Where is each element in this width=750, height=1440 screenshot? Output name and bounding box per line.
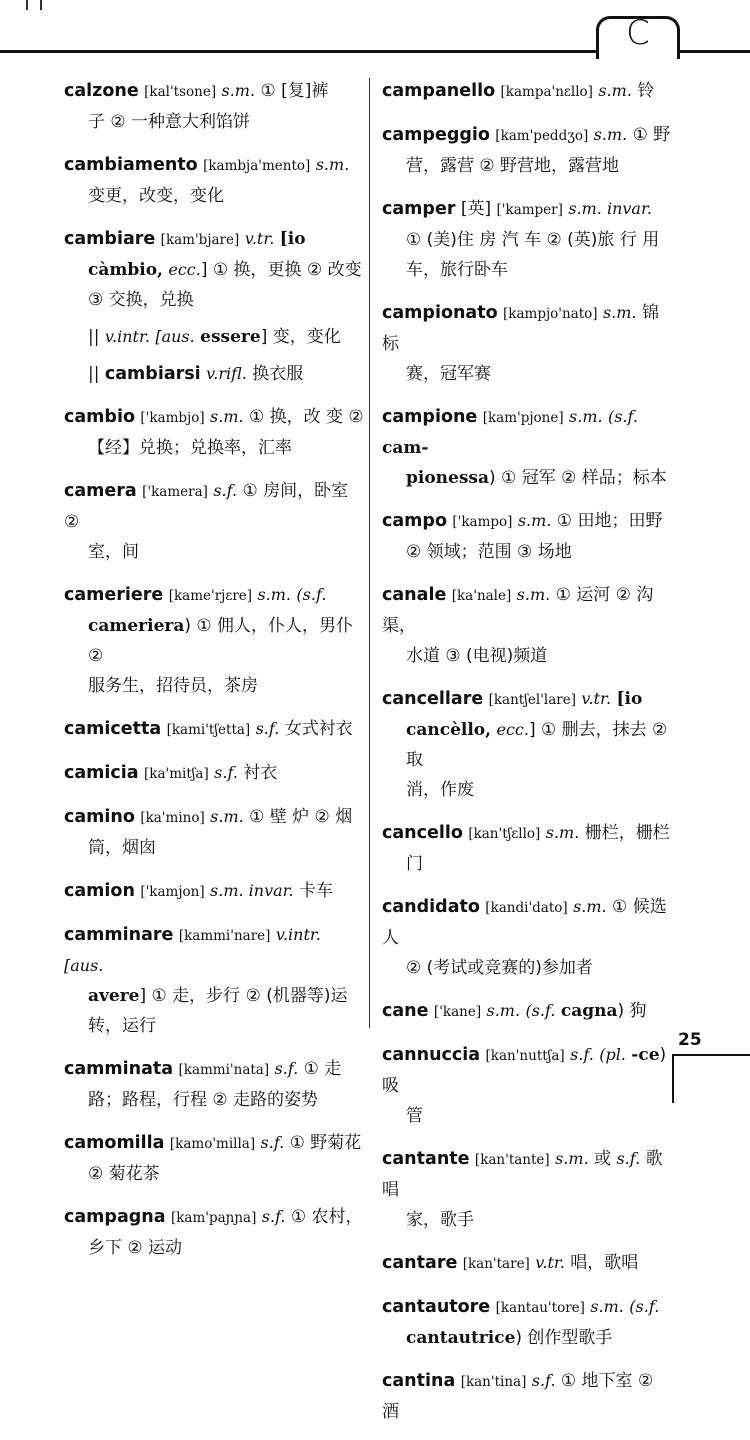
headword: camminata xyxy=(64,1059,174,1079)
sub-entry xyxy=(64,322,364,352)
grammar: v.intr. xyxy=(275,925,321,944)
definition: ① 换，改 变 ② xyxy=(248,407,364,427)
phonetic: [kan'nuttʃa] xyxy=(485,1048,565,1064)
definition: 水道 ③ (电视)频道 xyxy=(406,646,548,666)
grammar: s.m. xyxy=(598,81,632,100)
definition-line xyxy=(382,463,672,493)
headword: cantautore xyxy=(382,1297,491,1317)
entry-campo xyxy=(382,506,672,567)
phonetic: ['kampo] xyxy=(452,514,513,530)
definition: ① 野 xyxy=(632,125,671,145)
entry-campanello xyxy=(382,76,672,107)
definition: 赛，冠军赛 xyxy=(406,364,491,384)
phonetic: [kandi'dato] xyxy=(485,900,568,916)
headword: cancello xyxy=(382,823,463,843)
grammar: s.m. xyxy=(210,807,244,826)
headword: candidato xyxy=(382,897,480,917)
definition: 子 ② 一种意大利馅饼 xyxy=(88,112,251,132)
definition: 营，露营 ② 野营地，露营地 xyxy=(406,156,620,176)
definition: 门 xyxy=(406,854,423,874)
definition: 卡车 xyxy=(299,881,334,901)
entry-camicia xyxy=(64,758,364,789)
definition: ③ 交换，兑换 xyxy=(88,290,194,310)
phonetic: [kam'paɲɲa] xyxy=(170,1210,257,1226)
definition: ) 创作型歌手 xyxy=(515,1328,613,1348)
entry-cantante xyxy=(382,1144,672,1235)
entry-cane xyxy=(382,996,672,1027)
headword: campeggio xyxy=(382,125,490,145)
definition: 筒，烟囱 xyxy=(88,838,156,858)
grammar: [aus. xyxy=(155,327,195,346)
form-note: pionessa xyxy=(406,468,490,488)
grammar: s.m. xyxy=(569,407,603,426)
entry-calzone xyxy=(64,76,364,137)
grammar: v.tr. xyxy=(535,1253,565,1272)
headword: campione xyxy=(382,407,478,427)
phonetic: [kan'tina] xyxy=(460,1374,527,1390)
grammar: s.f. xyxy=(274,1059,299,1078)
definition: ① 壁 炉 ② 烟 xyxy=(249,807,353,827)
definition: 室，间 xyxy=(88,542,139,562)
headword: calzone xyxy=(64,81,139,101)
headword: cambio xyxy=(64,407,135,427)
headword: cancellare xyxy=(382,689,484,709)
headword: cameriere xyxy=(64,585,164,605)
definition: ② (考试或竞赛的)参加者 xyxy=(406,958,593,978)
grammar: (s.f. xyxy=(296,585,327,604)
grammar: (s.f. xyxy=(525,1001,556,1020)
definition: ① (美)住 房 汽 车 ② (英)旅 行 用 xyxy=(406,230,660,250)
headword: cambiarsi xyxy=(104,364,201,384)
definition-line xyxy=(382,1323,672,1353)
column-divider xyxy=(369,78,370,1028)
definition-line xyxy=(64,611,364,671)
entry-cameriere xyxy=(64,580,364,701)
entry-cannuccia xyxy=(382,1040,672,1131)
headword: camomilla xyxy=(64,1133,165,1153)
definition: 转，运行 xyxy=(88,1016,156,1036)
grammar: s.m. xyxy=(257,585,292,604)
phonetic: [kam'peddʒo] xyxy=(495,128,589,144)
entry-cantautore xyxy=(382,1292,672,1353)
separator: || xyxy=(88,364,100,384)
phonetic: [kammi'nare] xyxy=(178,928,271,944)
headword: camera xyxy=(64,481,137,501)
definition: 铃 xyxy=(637,81,655,101)
phonetic: [kantau'tore] xyxy=(495,1300,585,1316)
footer-rule xyxy=(672,1054,674,1103)
right-column xyxy=(382,76,672,1440)
form-note: -ce xyxy=(631,1045,660,1065)
headword: camicia xyxy=(64,763,139,783)
headword: camino xyxy=(64,807,135,827)
headword: campanello xyxy=(382,81,496,101)
entry-cambio xyxy=(64,402,364,463)
phonetic: ['kamera] xyxy=(142,484,208,500)
entry-cancellare xyxy=(382,684,672,805)
entry-cambiamento xyxy=(64,150,364,211)
phonetic: [ka'nale] xyxy=(451,588,512,604)
definition: ① 地下室 ② 酒 xyxy=(382,1371,654,1422)
phonetic: [kan'tare] xyxy=(462,1256,530,1272)
entry-camera xyxy=(64,476,364,567)
definition: 家，歌手 xyxy=(406,1210,474,1230)
definition: 或 xyxy=(594,1149,612,1169)
page-number: 25 xyxy=(678,1030,702,1050)
grammar: (s.f. xyxy=(629,1297,660,1316)
definition: 乡下 ② 运动 xyxy=(88,1238,183,1258)
definition: 歌唱 xyxy=(382,1149,663,1200)
definition: ) 吸 xyxy=(382,1045,667,1096)
grammar: s.f. xyxy=(261,1207,286,1226)
sub-entry xyxy=(64,359,364,389)
form-note: cancèllo, xyxy=(406,720,492,740)
entry-campeggio xyxy=(382,120,672,181)
definition: ] ① 走，步行 ② (机器等)运 xyxy=(139,986,348,1006)
grammar: (s.f. xyxy=(608,407,638,426)
definition: ① 走 xyxy=(303,1059,342,1079)
entry-camino xyxy=(64,802,364,863)
form-note: cantautrice xyxy=(406,1328,516,1348)
entry-cantare xyxy=(382,1248,672,1279)
form-note: cam- xyxy=(382,438,429,458)
headword: campo xyxy=(382,511,447,531)
definition: ① 田地；田野 xyxy=(556,511,663,531)
headword: campionato xyxy=(382,303,498,323)
entry-canale xyxy=(382,580,672,671)
entry-camminare xyxy=(64,920,364,1041)
headword: cane xyxy=(382,1001,429,1021)
phonetic: [ka'mitʃa] xyxy=(144,766,209,782)
grammar: s.f. xyxy=(260,1133,285,1152)
form-note: [io xyxy=(279,229,306,249)
definition: 女式衬衣 xyxy=(284,719,353,739)
grammar: v.rifl. xyxy=(206,364,247,383)
definition: 【经】兑换；兑换率，汇率 xyxy=(88,438,292,458)
phonetic: [kam'pjone] xyxy=(482,410,564,426)
letter-tab xyxy=(596,13,680,59)
grammar: s.m. invar. xyxy=(568,199,652,218)
grammar: s.m. xyxy=(593,125,628,144)
grammar: s.m. xyxy=(210,407,244,426)
headword: cannuccia xyxy=(382,1045,481,1065)
definition: 衬衣 xyxy=(243,763,278,783)
phonetic: ['kane] xyxy=(433,1004,482,1020)
grammar: s.f. xyxy=(616,1149,641,1168)
phonetic: [kamo'milla] xyxy=(169,1136,256,1152)
grammar: s.m. xyxy=(221,81,256,100)
definition: ) ① 冠军 ② 样品；标本 xyxy=(489,468,667,488)
grammar: v.tr. xyxy=(581,689,612,708)
grammar: v.tr. xyxy=(244,229,275,248)
entry-cambiare xyxy=(64,224,364,315)
origin-tag: [英] xyxy=(460,199,492,219)
headword: camper xyxy=(382,199,456,219)
definition: ] 变，变化 xyxy=(260,327,341,347)
form-note: càmbio, xyxy=(88,260,163,280)
crop-mark xyxy=(40,0,42,10)
crop-mark xyxy=(26,0,28,10)
phonetic: [kan'tʃɛllo] xyxy=(468,826,541,842)
definition: 车，旅行卧车 xyxy=(406,260,508,280)
definition: 锦标 xyxy=(382,303,659,354)
entry-cancello xyxy=(382,818,672,879)
separator: || xyxy=(88,327,100,347)
grammar: v.intr. xyxy=(104,327,150,346)
grammar: s.f. xyxy=(214,763,238,782)
definition: 栅栏，栅栏 xyxy=(584,823,670,843)
phonetic: [kambja'mento] xyxy=(203,158,311,174)
headword: cantina xyxy=(382,1371,456,1391)
grammar: (pl. xyxy=(599,1045,626,1064)
grammar: s.m. xyxy=(602,303,637,322)
headword: camicetta xyxy=(64,719,162,739)
phonetic: ['kamper] xyxy=(496,202,563,218)
entry-camper xyxy=(382,194,672,285)
entry-camion xyxy=(64,876,364,907)
form-note: cameriera xyxy=(88,616,185,636)
phonetic: [kan'tante] xyxy=(474,1152,550,1168)
definition-line xyxy=(64,255,364,285)
phonetic: [ka'mino] xyxy=(140,810,205,826)
phonetic: [kami'tʃetta] xyxy=(166,722,251,738)
grammar: s.m. xyxy=(315,155,350,174)
entry-camomilla xyxy=(64,1128,364,1189)
definition: ① 房间，卧室 ② xyxy=(64,481,349,532)
grammar: s.m. xyxy=(573,897,607,916)
form-note: avere xyxy=(88,986,140,1006)
grammar: s.f. xyxy=(570,1045,594,1064)
grammar: s.m. xyxy=(517,511,552,530)
headword: canale xyxy=(382,585,447,605)
definition: 变更，改变，变化 xyxy=(88,186,224,206)
definition-line xyxy=(382,715,672,775)
headword: camion xyxy=(64,881,135,901)
grammar: s.f. xyxy=(213,481,238,500)
headword: cambiare xyxy=(64,229,156,249)
left-column xyxy=(64,76,364,1276)
grammar: ecc. xyxy=(168,260,201,279)
definition: 服务生，招待员，茶房 xyxy=(88,676,258,696)
phonetic: [kampjo'nato] xyxy=(503,306,598,322)
definition: 路；路程，行程 ② 走路的姿势 xyxy=(88,1090,319,1110)
definition: ) 狗 xyxy=(617,1001,647,1021)
grammar: s.f. xyxy=(255,719,280,738)
headword: cantare xyxy=(382,1253,458,1273)
entry-camicetta xyxy=(64,714,364,745)
entry-campione xyxy=(382,402,672,493)
grammar: s.m. xyxy=(486,1001,521,1020)
grammar: s.m. invar. xyxy=(210,881,294,900)
phonetic: [kantʃel'lare] xyxy=(488,692,576,708)
grammar: s.m. xyxy=(590,1297,624,1316)
definition: 唱，歌唱 xyxy=(570,1253,639,1273)
definition: ] ① 删去，抹去 ② 取 xyxy=(406,720,668,770)
form-note: [io xyxy=(616,689,643,709)
phonetic: [kam'bjare] xyxy=(160,232,240,248)
definition: ② 菊花茶 xyxy=(88,1164,160,1184)
grammar: s.m. xyxy=(516,585,551,604)
entry-campagna xyxy=(64,1202,364,1263)
definition: ] ① 换，更换 ② 改变 xyxy=(200,260,362,280)
phonetic: [kame'rjɛre] xyxy=(168,588,253,604)
section-letter: C xyxy=(626,13,650,53)
phonetic: [kammi'nata] xyxy=(178,1062,270,1078)
definition: ① 农村， xyxy=(290,1207,363,1227)
definition: ) ① 佣人，仆人，男仆 ② xyxy=(88,616,354,666)
grammar: [aus. xyxy=(64,956,104,975)
headword: cambiamento xyxy=(64,155,198,175)
grammar: s.f. xyxy=(531,1371,556,1390)
headword: campagna xyxy=(64,1207,166,1227)
grammar: s.m. xyxy=(545,823,580,842)
grammar: ecc. xyxy=(496,720,529,739)
entry-campionato xyxy=(382,298,672,389)
definition: 消，作废 xyxy=(406,780,474,800)
phonetic: ['kamjon] xyxy=(140,884,205,900)
definition: 管 xyxy=(406,1106,423,1126)
headword: cantante xyxy=(382,1149,470,1169)
definition: 换衣服 xyxy=(252,364,304,384)
definition: ① [复]裤 xyxy=(260,81,329,101)
entry-candidato xyxy=(382,892,672,983)
grammar: s.m. xyxy=(555,1149,589,1168)
header-rule xyxy=(672,50,750,53)
definition: ① 运河 ② 沟渠， xyxy=(382,585,654,636)
phonetic: ['kambjo] xyxy=(140,410,205,426)
definition: ① 候选人 xyxy=(382,897,667,948)
phonetic: [kampa'nɛllo] xyxy=(500,84,593,100)
definition: ② 领域；范围 ③ 场地 xyxy=(406,542,572,562)
footer-rule xyxy=(672,1054,750,1056)
definition-line xyxy=(64,981,364,1011)
definition: ① 野菊花 xyxy=(289,1133,362,1153)
phonetic: [kal'tsone] xyxy=(144,84,217,100)
header-rule xyxy=(0,50,604,53)
entry-cantina xyxy=(382,1366,672,1427)
entry-camminata xyxy=(64,1054,364,1115)
headword: camminare xyxy=(64,925,174,945)
form-note: essere xyxy=(200,327,261,347)
form-note: cagna xyxy=(560,1001,618,1021)
